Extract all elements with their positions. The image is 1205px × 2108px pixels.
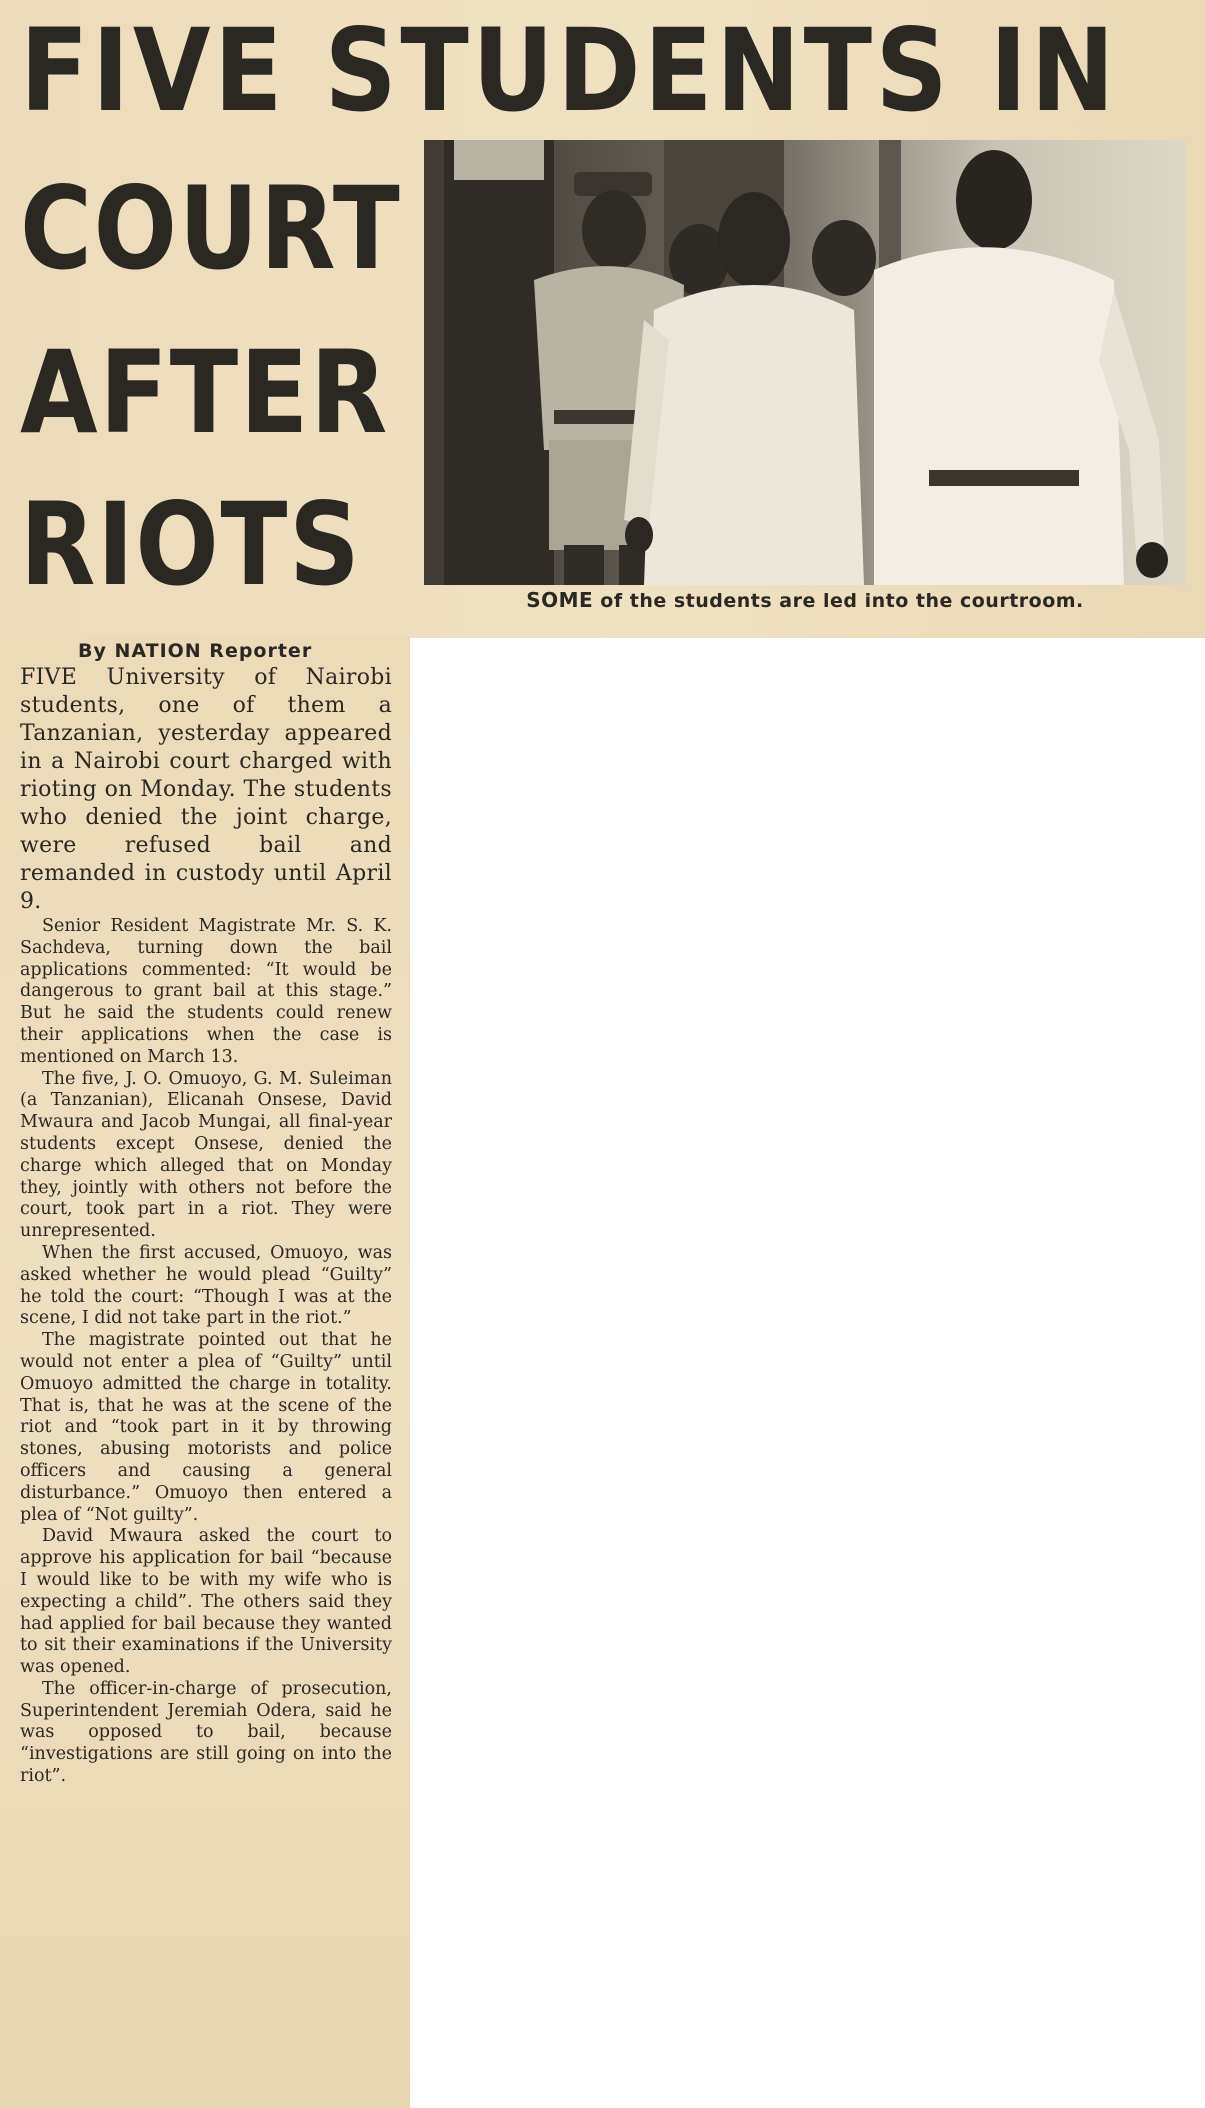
news-photo	[424, 140, 1186, 585]
headline-line-2: COURT	[20, 162, 402, 295]
doorway	[444, 140, 554, 585]
headline-line-4: RIOTS	[20, 478, 362, 611]
lead-paragraph: FIVE University of Nairobi students, one of them a Tanzanian, yesterday appeared in a Nairobi court charged with rioting on Monday. The students who denied the joint charge, were refused bail and remanded in custody until April 9.	[20, 665, 392, 914]
paragraph-3: When the first accused, Omuoyo, was asked whether he would plead “Guilty” he told the court: “Though I was at the scene, I did not take part in the riot.”	[20, 1242, 392, 1329]
paragraph-4: The magistrate pointed out that he would not enter a plea of “Guilty” until Omuoyo admitted the charge in totality. That is, that he was at the scene of the riot and “took part in it by throwing stones, abusing motorists and police officers and causing a general disturbance.” Omuoyo then entered a plea of “Not guilty”.	[20, 1330, 392, 1525]
photo-scene	[424, 140, 1186, 585]
caption-lead: SOME	[526, 588, 594, 612]
article-body	[20, 664, 392, 1788]
headline-line-1: FIVE STUDENTS IN	[20, 4, 1119, 137]
byline: By NATION Reporter	[78, 640, 313, 662]
paragraph-1: Senior Resident Magistrate Mr. S. K. Sachdeva, turning down the bail applications commented: “It would be dangerous to grant bail at this stage.” But he said the students could renew their applications when the case is mentioned on March 13.	[20, 916, 392, 1067]
paragraph-5: David Mwaura asked the court to approve his application for bail “because I would like to be with my wife who is expecting a child”. The others said they had applied for bail because they wanted to sit their examinations if the University was opened.	[20, 1526, 392, 1678]
paragraph-2: The five, J. O. Omuoyo, G. M. Suleiman (a Tanzanian), Elicanah Onsese, David Mwaura and Jacob Mungai, all final-year students except Onsese, denied the charge which alleged that on Monday they, jointly with others not before the court, took part in a riot. They were unrepresented.	[20, 1068, 392, 1242]
headline-line-3: AFTER	[20, 326, 390, 459]
paragraph-6: The officer-in-charge of prosecution, Superintendent Jeremiah Odera, said he was opposed to bail, because “investigations are still going on into the riot”.	[20, 1678, 392, 1787]
caption-text: of the students are led into the courtroom.	[593, 590, 1084, 612]
photo-caption	[424, 588, 1186, 612]
